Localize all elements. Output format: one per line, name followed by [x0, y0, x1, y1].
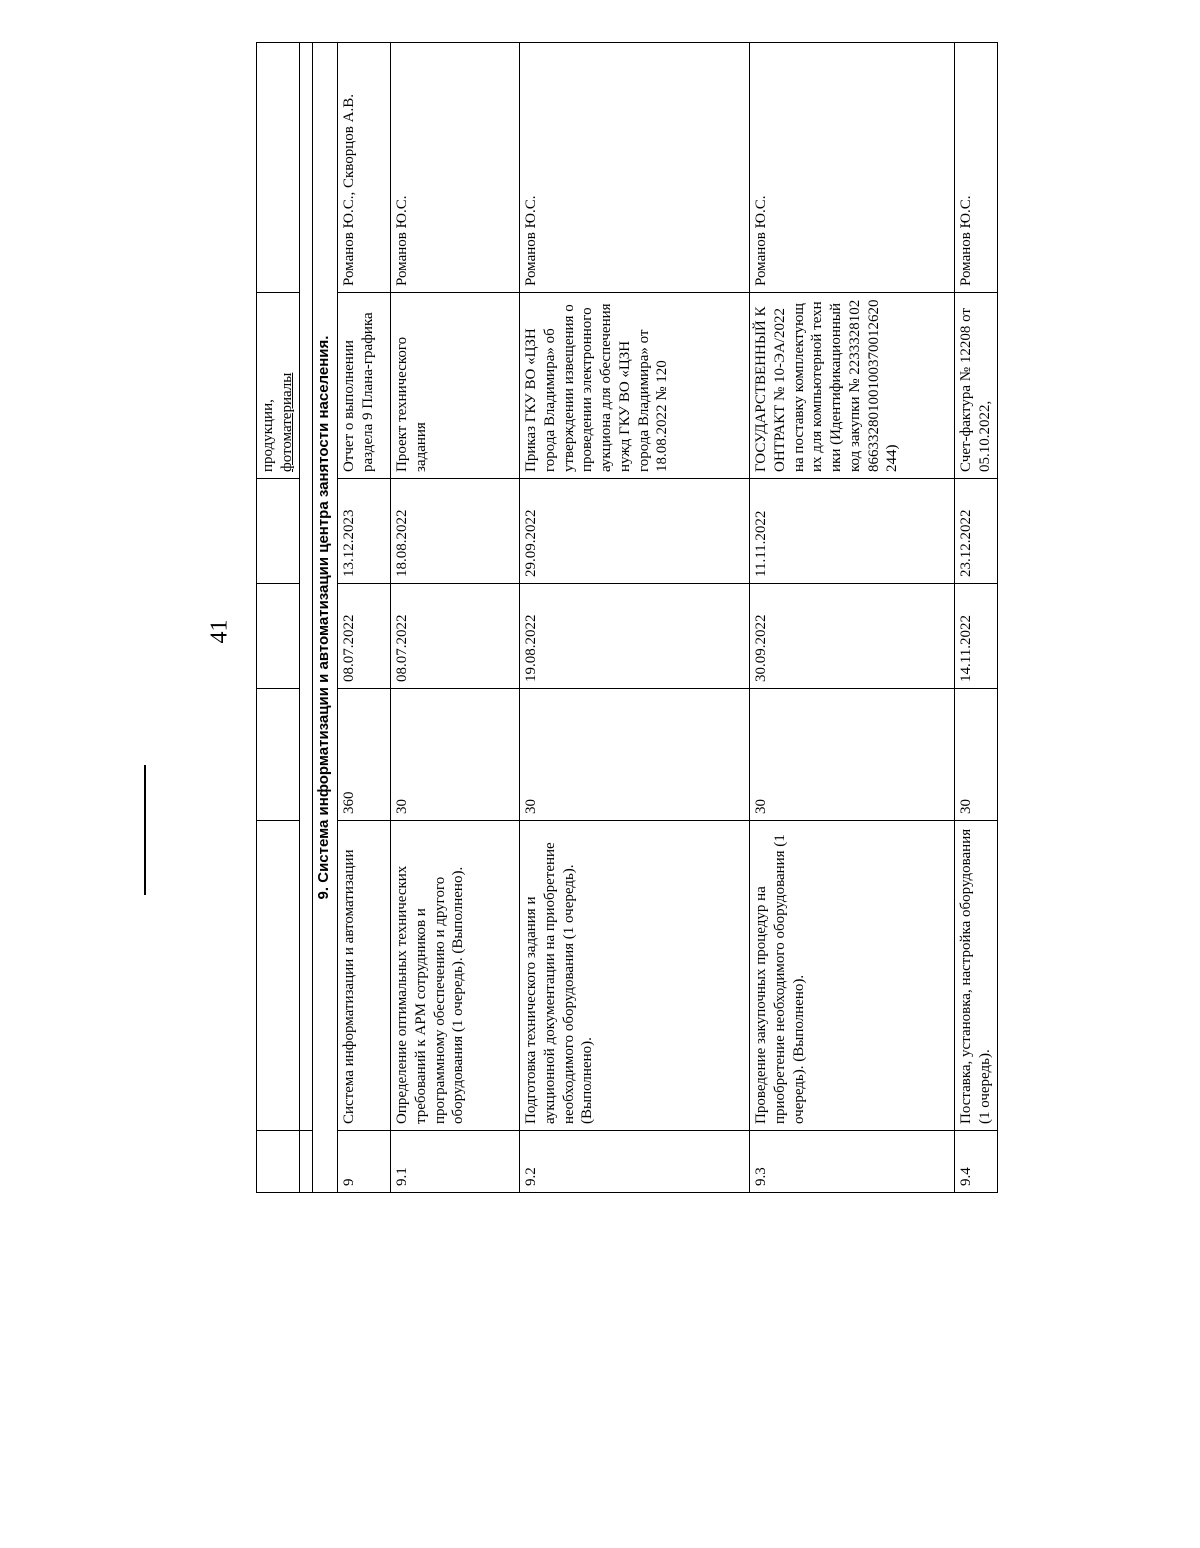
spacer-row [300, 43, 313, 1193]
row-duration: 30 [750, 689, 955, 821]
row-end-date: 23.12.2022 [955, 479, 998, 584]
header-photo-label: фотоматериалы [278, 372, 295, 472]
row-duration: 360 [338, 689, 391, 821]
spacer-cell-a [300, 1131, 313, 1193]
table-row [750, 43, 955, 1193]
row-end-date: 13.12.2023 [338, 479, 391, 584]
section-title: 9. Система информатизации и автоматизации центра занятости населения. [313, 43, 338, 1193]
row-duration: 30 [391, 689, 520, 821]
row-end-date: 18.08.2022 [391, 479, 520, 584]
row-result: Счет-фактура № 12208 от 05.10.2022, [955, 293, 998, 479]
row-start-date: 08.07.2022 [391, 584, 520, 689]
spacer-cell-b [300, 43, 313, 1131]
row-duration: 30 [520, 689, 750, 821]
row-result: Приказ ГКУ ВО «ЦЗН города Владимира» об утверждении извещения о проведении электронного аукциона для обеспечения нужд ГКУ ВО «ЦЗН города Владимира» от 18.08.2022 № 120 [520, 293, 750, 479]
row-responsible: Романов Ю.С. [750, 43, 955, 293]
row-result: Проект технического задания [391, 293, 520, 479]
row-start-date: 14.11.2022 [955, 584, 998, 689]
row-end-date: 11.11.2022 [750, 479, 955, 584]
row-result: Отчет о выполнении раздела 9 Плана-графика [338, 293, 391, 479]
row-number: 9 [338, 1131, 391, 1193]
row-name: Система информатизации и автоматизации [338, 821, 391, 1131]
table-row [391, 43, 520, 1193]
row-name: Подготовка технического задания и аукционной документации на приобретение необходимого оборудования (1 очередь). (Выполнено). [520, 821, 750, 1131]
header-cell-name [257, 821, 300, 1131]
row-start-date: 30.09.2022 [750, 584, 955, 689]
row-result: ГОСУДАРСТВЕННЫЙ КОНТРАКТ № 10-ЭА/2022 на поставку комплектующих для компьютерной техники (Идентификационный код закупки № 223332810286633280100100370012620244) [750, 293, 955, 479]
row-responsible: Романов Ю.С. [391, 43, 520, 293]
header-cell-start [257, 584, 300, 689]
row-name: Поставка, установка, настройка оборудования (1 очередь). [955, 821, 998, 1131]
row-name: Проведение закупочных процедур на приобретение необходимого оборудования (1 очередь). (Выполнено). [750, 821, 955, 1131]
header-cell-num [257, 1131, 300, 1193]
table-row [520, 43, 750, 1193]
header-cell-responsible [257, 43, 300, 293]
row-number: 9.1 [391, 1131, 520, 1193]
divider-line [144, 765, 146, 895]
rotated-page-content [256, 43, 1006, 1193]
row-start-date: 19.08.2022 [520, 584, 750, 689]
row-responsible: Романов Ю.С., Скворцов А.В. [338, 43, 391, 293]
table-row [955, 43, 998, 1193]
row-end-date: 29.09.2022 [520, 479, 750, 584]
header-cell-end [257, 479, 300, 584]
row-number: 9.2 [520, 1131, 750, 1193]
section-row [313, 43, 338, 1193]
plan-table [256, 42, 998, 1193]
row-responsible: Романов Ю.С. [955, 43, 998, 293]
header-row [257, 43, 300, 1193]
header-cell-duration [257, 689, 300, 821]
row-duration: 30 [955, 689, 998, 821]
row-number: 9.4 [955, 1131, 998, 1193]
table-row [338, 43, 391, 1193]
row-name: Определение оптимальных технических требований к АРМ сотрудников и программному обеспечению и другого оборудования (1 очередь). (Выполнено). [391, 821, 520, 1131]
page-number: 41 [206, 619, 233, 644]
row-start-date: 08.07.2022 [338, 584, 391, 689]
header-products-label: продукции, [260, 399, 276, 472]
row-number: 9.3 [750, 1131, 955, 1193]
row-responsible: Романов Ю.С. [520, 43, 750, 293]
header-cell-result [257, 293, 300, 479]
